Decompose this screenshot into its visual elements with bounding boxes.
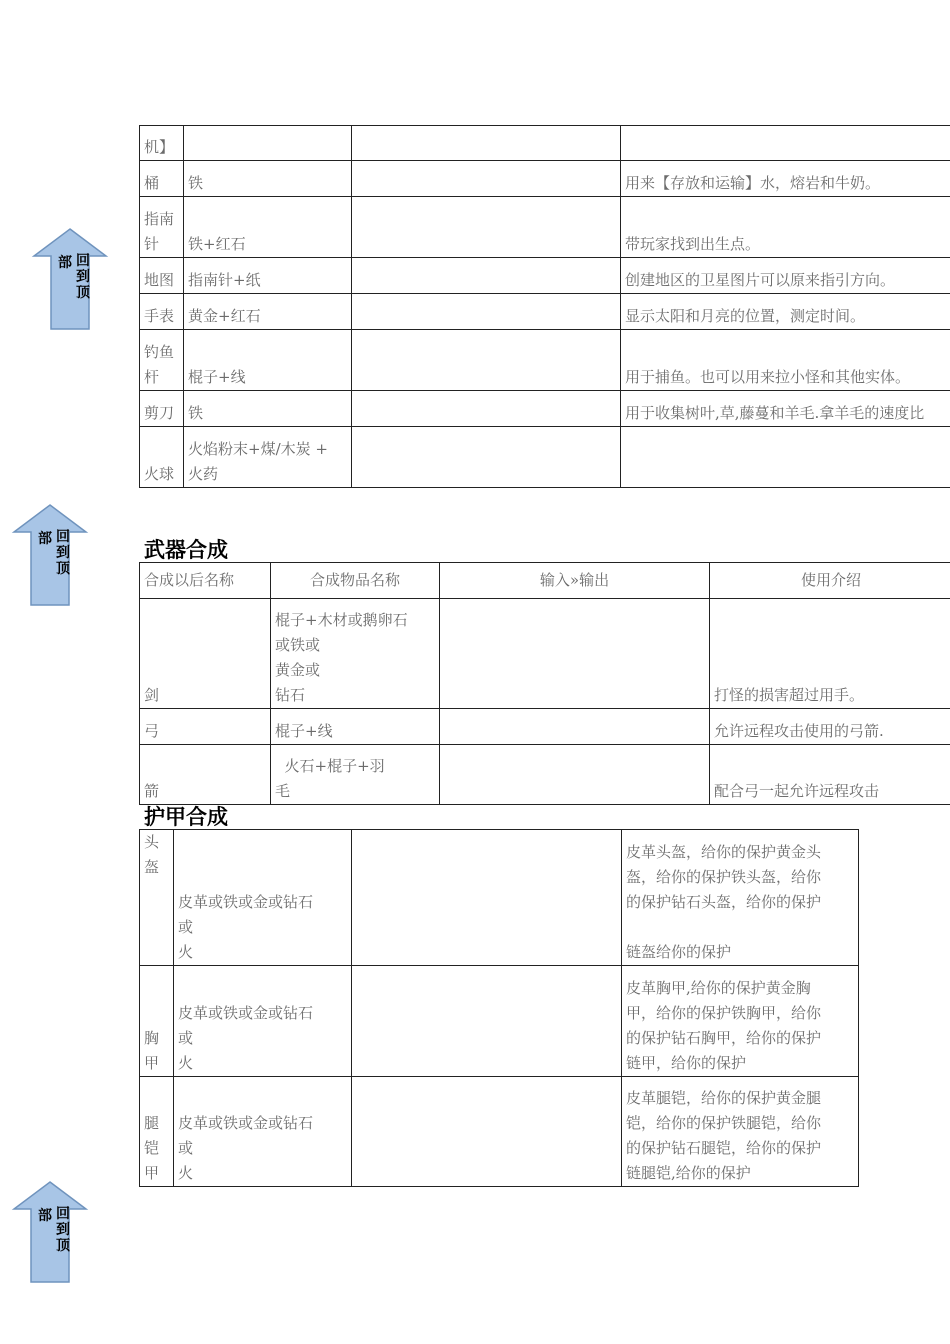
item-io	[352, 330, 621, 391]
back-to-top-label-1: 部	[58, 255, 72, 271]
item-io	[352, 830, 622, 966]
table-row	[140, 745, 950, 805]
item-description: 用于收集树叶,草,藤蔓和羊毛.拿羊毛的速度比	[621, 391, 950, 427]
back-to-top-label-2: 回	[56, 529, 70, 545]
back-to-top-button[interactable]	[10, 1180, 90, 1286]
item-io	[440, 745, 710, 805]
header-io: 输入»输出	[440, 563, 710, 599]
back-to-top-label-2: 回	[56, 1206, 70, 1222]
item-description: 显示太阳和月亮的位置，测定时间。	[621, 294, 950, 330]
item-materials: 铁+红石	[184, 197, 352, 258]
item-io	[352, 294, 621, 330]
table-row	[140, 709, 950, 745]
item-name: 腿 铠 甲	[140, 1077, 174, 1187]
back-to-top-button[interactable]	[30, 227, 110, 333]
item-name: 弓	[140, 709, 271, 745]
item-materials: 皮革或铁或金或钻石 或 火	[174, 830, 352, 966]
item-materials: 铁	[184, 391, 352, 427]
table-row	[140, 1077, 859, 1187]
tool-crafting-table	[139, 125, 950, 488]
item-name: 箭	[140, 745, 271, 805]
table-row	[140, 330, 950, 391]
item-description: 带玩家找到出生点。	[621, 197, 950, 258]
item-name: 头 盔	[140, 830, 174, 966]
back-to-top-label-1: 部	[38, 531, 52, 547]
item-name: 桶	[140, 161, 184, 197]
item-materials: 皮革或铁或金或钻石 或 火	[174, 1077, 352, 1187]
table-row	[140, 966, 859, 1077]
table-row	[140, 161, 950, 197]
item-io	[352, 1077, 622, 1187]
item-materials: 棍子+线	[271, 709, 440, 745]
table-row	[140, 197, 950, 258]
item-materials: 棍子+木材或鹅卵石 或铁或 黄金或 钻石	[271, 599, 440, 709]
item-name: 钓鱼 杆	[140, 330, 184, 391]
item-materials: 铁	[184, 161, 352, 197]
item-description: 皮革腿铠，给你的保护黄金腿 铠，给你的保护铁腿铠，给你 的保护钻石腿铠，给你的保护 链腿铠,给你的保护	[622, 1077, 859, 1187]
item-name: 手表	[140, 294, 184, 330]
back-to-top-button[interactable]	[10, 503, 90, 609]
item-materials	[184, 126, 352, 161]
back-to-top-label-1: 部	[38, 1208, 52, 1224]
item-name: 机】	[140, 126, 184, 161]
header-result-name: 合成以后名称	[140, 563, 271, 599]
item-io	[352, 391, 621, 427]
table-row	[140, 427, 950, 488]
item-name: 胸 甲	[140, 966, 174, 1077]
item-description: 打怪的损害超过用手。	[710, 599, 950, 709]
item-description	[621, 126, 950, 161]
table-header-row	[140, 563, 950, 599]
back-to-top-label-3: 到	[56, 545, 70, 561]
item-description: 配合弓一起允许远程攻击	[710, 745, 950, 805]
item-description: 用于捕鱼。也可以用来拉小怪和其他实体。	[621, 330, 950, 391]
up-arrow-icon	[30, 227, 110, 333]
back-to-top-label-2: 回	[76, 253, 90, 269]
table-row	[140, 126, 950, 161]
item-materials: 棍子+线	[184, 330, 352, 391]
table-row	[140, 391, 950, 427]
item-io	[352, 197, 621, 258]
item-name: 剪刀	[140, 391, 184, 427]
up-arrow-icon	[10, 1180, 90, 1286]
item-name: 指南 针	[140, 197, 184, 258]
armor-section-title: 护甲合成	[144, 805, 228, 829]
table-row	[140, 599, 950, 709]
up-arrow-icon	[10, 503, 90, 609]
item-name: 剑	[140, 599, 271, 709]
item-materials: 黄金+红石	[184, 294, 352, 330]
item-io	[352, 427, 621, 488]
item-io	[352, 126, 621, 161]
item-description: 皮革胸甲,给你的保护黄金胸 甲，给你的保护铁胸甲，给你 的保护钻石胸甲，给你的保护 链甲，给你的保护	[622, 966, 859, 1077]
back-to-top-label-3: 到	[76, 269, 90, 285]
item-io	[352, 258, 621, 294]
item-description: 创建地区的卫星图片可以原来指引方向。	[621, 258, 950, 294]
item-io	[352, 966, 622, 1077]
item-io	[352, 161, 621, 197]
weapons-section-title: 武器合成	[144, 538, 228, 562]
item-description	[621, 427, 950, 488]
item-materials: 火石+棍子+羽 毛	[271, 745, 440, 805]
back-to-top-label-4: 顶	[76, 285, 90, 301]
table-row	[140, 830, 859, 966]
item-io	[440, 599, 710, 709]
item-description: 皮革头盔，给你的保护黄金头 盔，给你的保护铁头盔，给你 的保护钻石头盔，给你的保护 链盔给你的保护	[622, 830, 859, 966]
item-name: 火球	[140, 427, 184, 488]
item-description: 允许远程攻击使用的弓箭.	[710, 709, 950, 745]
table-row	[140, 258, 950, 294]
back-to-top-label-4: 顶	[56, 561, 70, 577]
back-to-top-label-4: 顶	[56, 1238, 70, 1254]
header-description: 使用介绍	[710, 563, 950, 599]
weapons-crafting-table	[139, 562, 950, 805]
table-row	[140, 294, 950, 330]
item-materials: 皮革或铁或金或钻石 或 火	[174, 966, 352, 1077]
header-materials: 合成物品名称	[271, 563, 440, 599]
item-name: 地图	[140, 258, 184, 294]
item-io	[440, 709, 710, 745]
item-materials: 火焰粉末+煤/木炭 + 火药	[184, 427, 352, 488]
back-to-top-label-3: 到	[56, 1222, 70, 1238]
item-description: 用来【存放和运输】水，熔岩和牛奶。	[621, 161, 950, 197]
armor-crafting-table	[139, 829, 859, 1187]
item-materials: 指南针+纸	[184, 258, 352, 294]
